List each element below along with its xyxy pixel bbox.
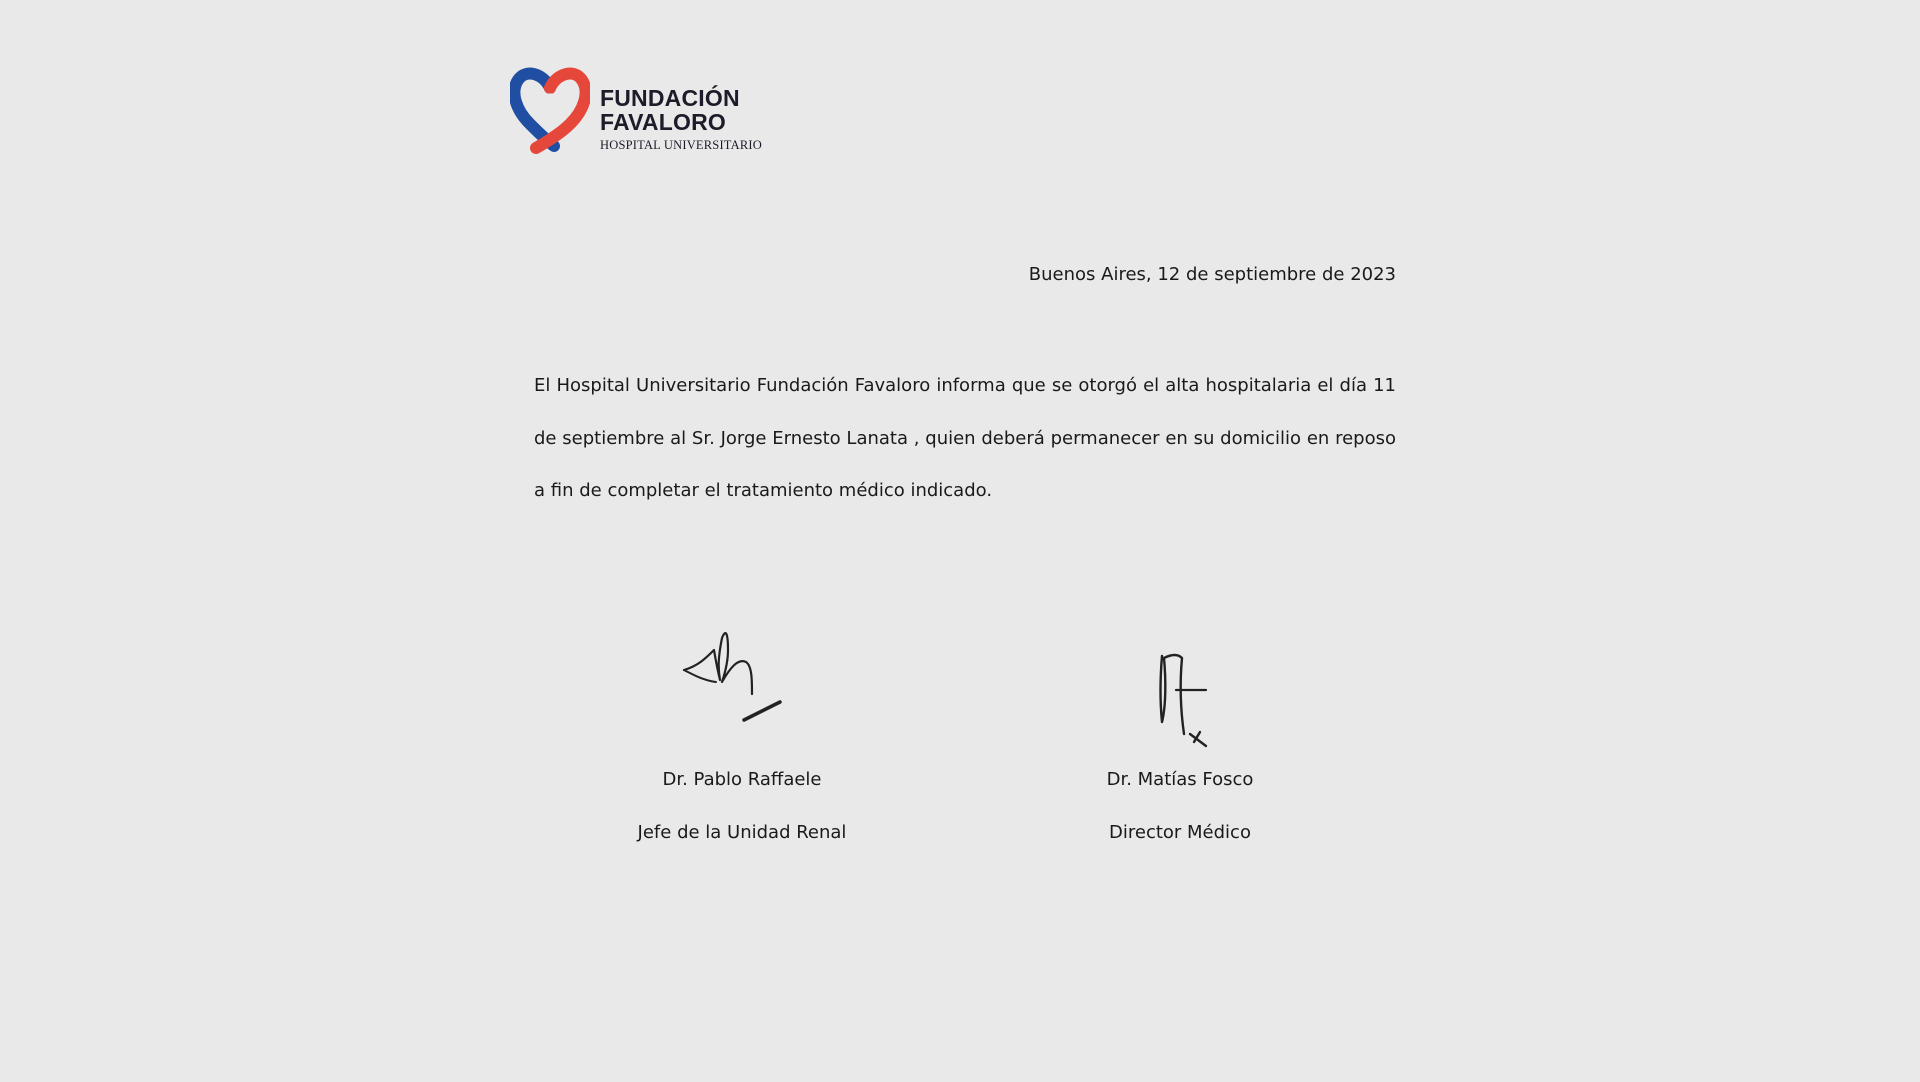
letter-body: El Hospital Universitario Fundación Favaloro informa que se otorgó el alta hospitalaria el día 11 de septiembre al Sr. Jorge Ernesto Lanata , quien deberá permanecer en su domicilio en reposo a fin de completar el tratamiento médico indicado. — [534, 375, 1396, 501]
heart-logo-icon — [510, 66, 590, 156]
letter-date: Buenos Aires, 12 de septiembre de 2023 — [1028, 264, 1396, 285]
signer-role: Director Médico — [1109, 822, 1251, 843]
signature-raffaele-icon — [672, 610, 812, 760]
logo-line-fundacion: FUNDACIÓN — [600, 85, 740, 111]
logo-wordmark — [600, 86, 790, 152]
signature-block-raffaele — [592, 610, 892, 843]
signature-fosco-icon — [1110, 610, 1250, 760]
logo-line-hospital: HOSPITAL UNIVERSITARIO — [600, 138, 762, 152]
signer-role: Jefe de la Unidad Renal — [637, 822, 847, 843]
signer-name: Dr. Matías Fosco — [1106, 769, 1254, 790]
logo-line-favaloro: FAVALORO — [600, 109, 726, 135]
hospital-logo — [510, 66, 780, 166]
signer-name: Dr. Pablo Raffaele — [662, 769, 822, 790]
signature-block-fosco — [1030, 610, 1330, 843]
